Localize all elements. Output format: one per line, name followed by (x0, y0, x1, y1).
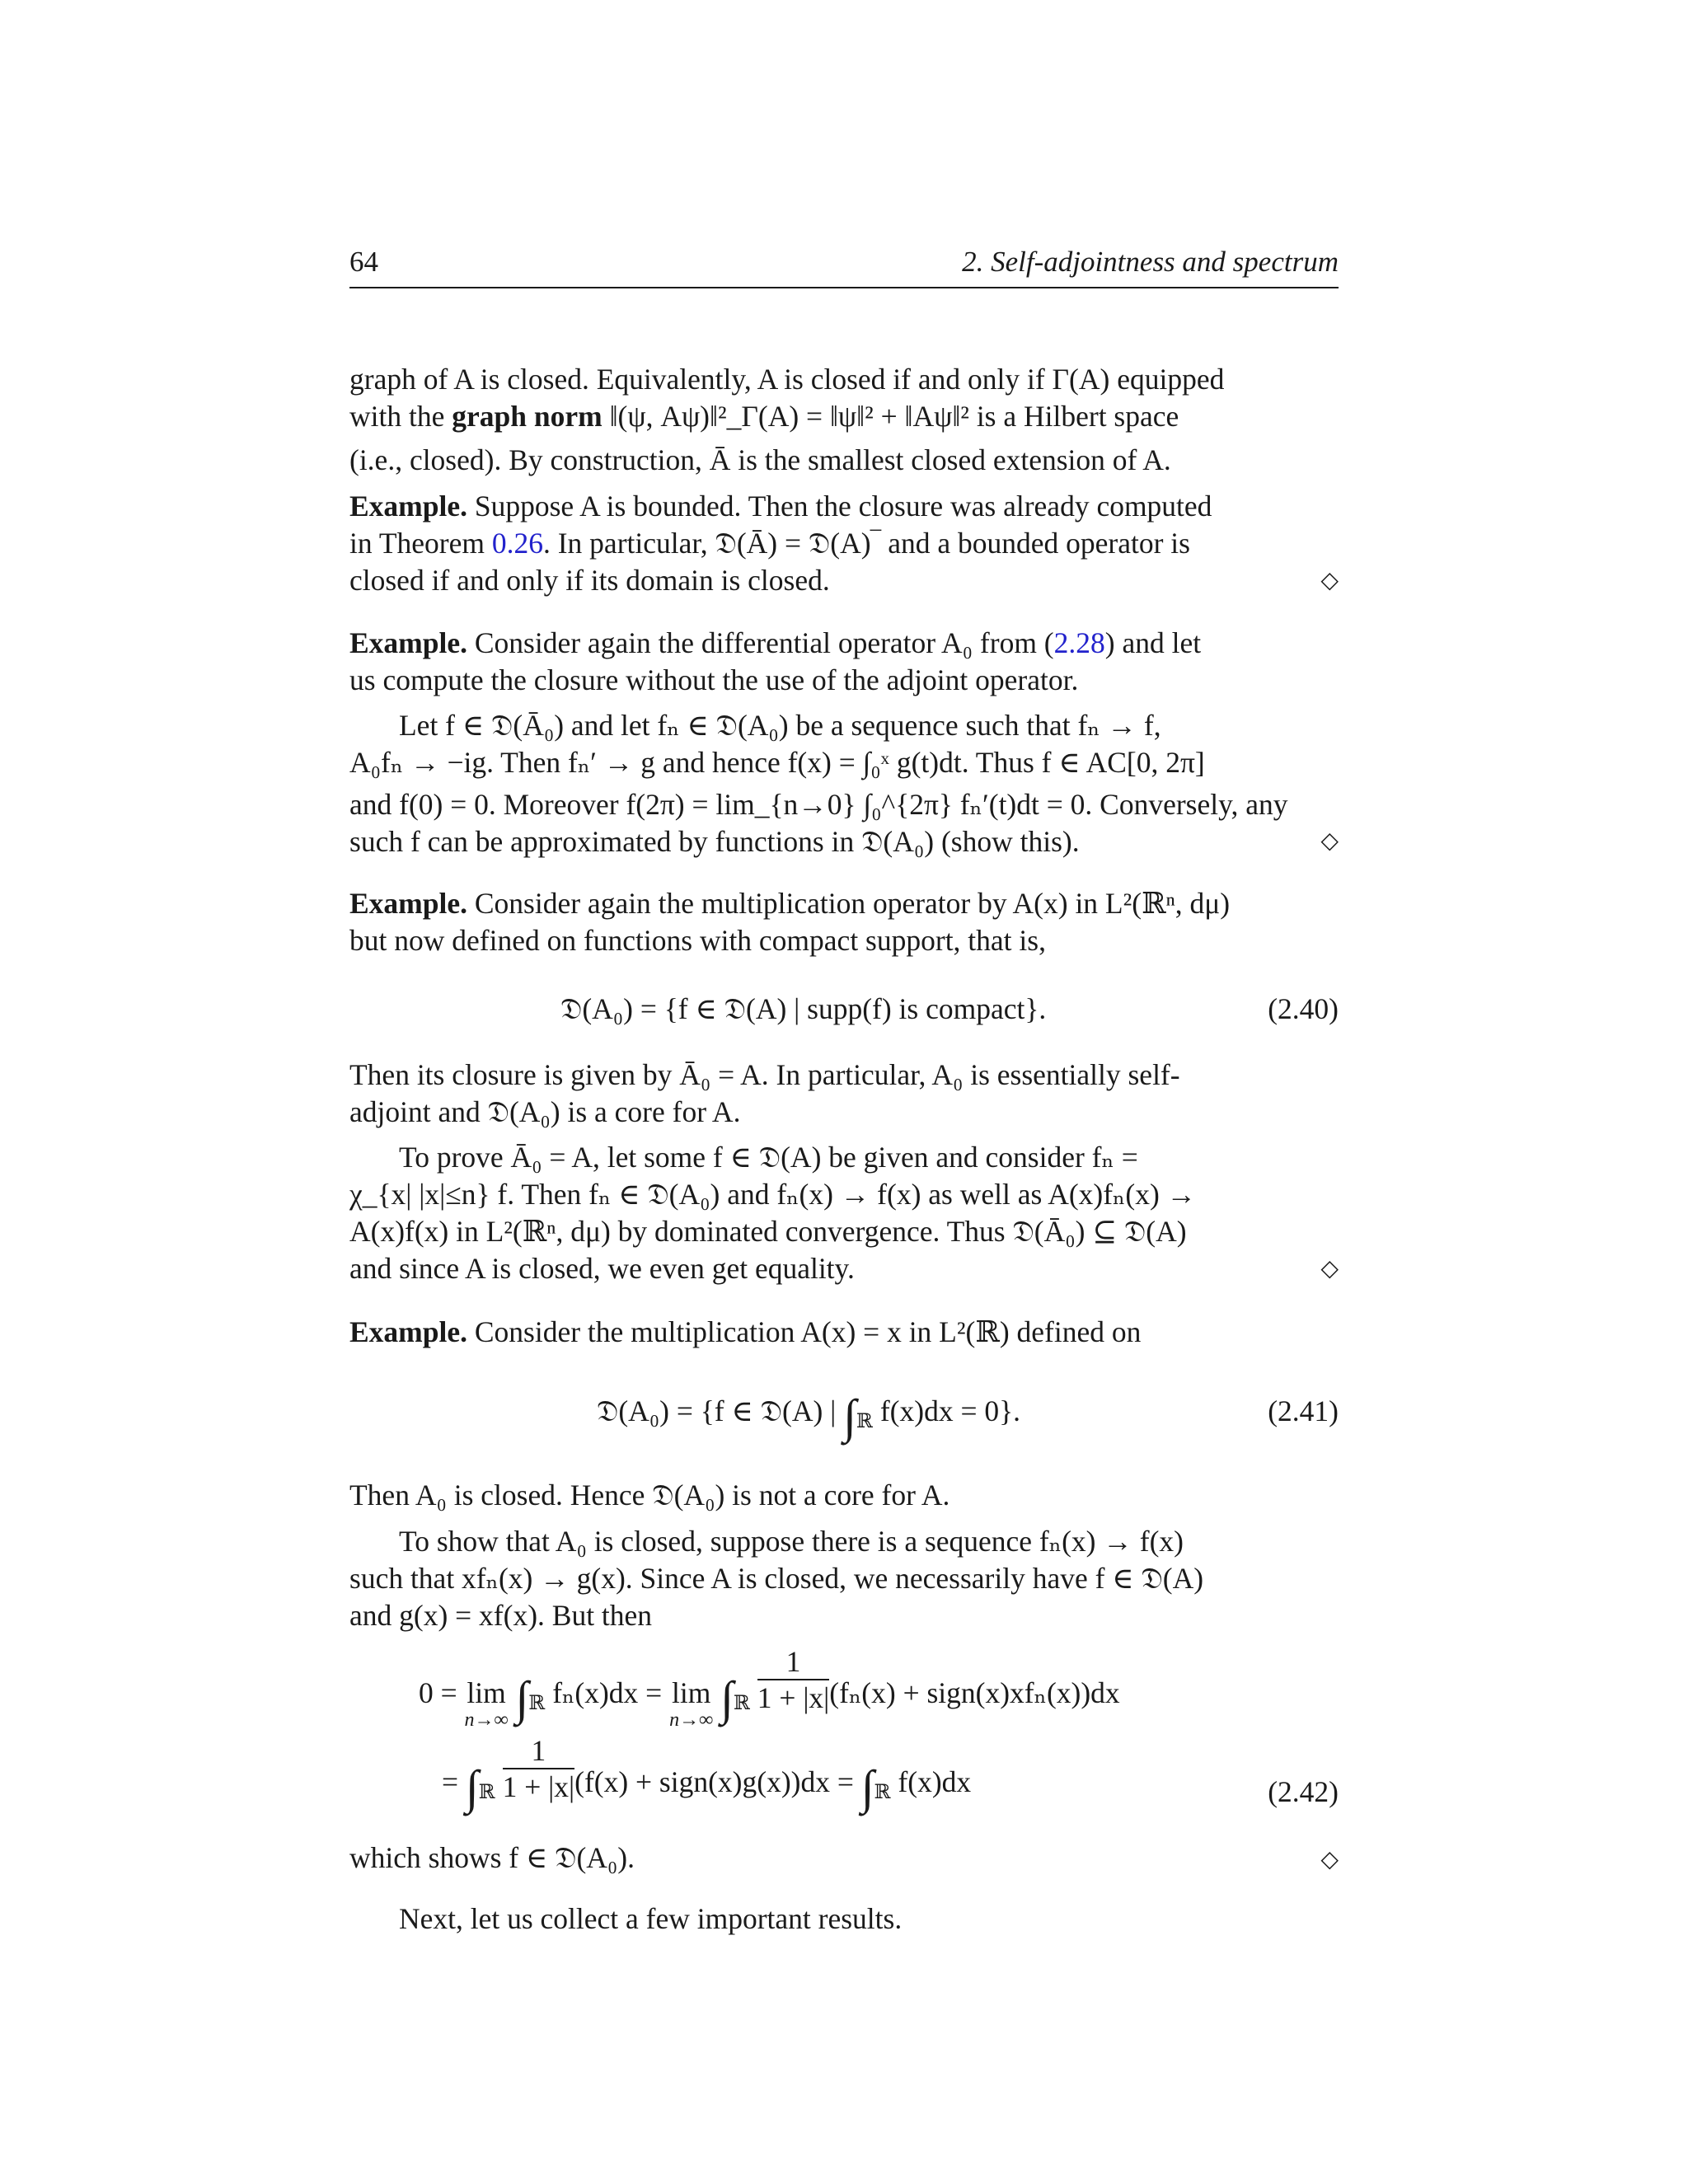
integral-sign: ∫ (843, 1390, 857, 1443)
page-number: 64 (349, 246, 378, 278)
bold-term: graph norm (452, 400, 603, 433)
paragraph-closure-proof (349, 707, 1339, 860)
text-line: (i.e., closed). By construction, Ā is the smallest closed extension of A. (349, 443, 1171, 476)
running-title: 2. Self-adjointness and spectrum (962, 246, 1339, 278)
equation-body: 𝔇(A₀) = {f ∈ 𝔇(A) | $\int_ℝ$ f(x)dx = 0}. (597, 1390, 1021, 1443)
integral-sign: ∫ (465, 1760, 479, 1814)
equation-body: 𝔇(A₀) = {f ∈ 𝔇(A) | supp(f) is compact}. (560, 992, 1047, 1025)
text-line: χ_{x| |x|≤n} f. Then fₙ ∈ 𝔇(A₀) and fₙ(x) → f(x) as well as A(x)fₙ(x) → (349, 1178, 1197, 1211)
text-line: and since A is closed, we even get equality. (349, 1252, 855, 1285)
text-line: such f can be approximated by functions in 𝔇(A₀) (show this). (349, 825, 1080, 858)
text-line: Example. Consider the multiplication A(x) = x in L²(ℝ) defined on (349, 1315, 1142, 1348)
integral-sign: ∫ (720, 1671, 734, 1725)
example-multiplication-x (349, 1314, 1339, 1351)
integral-sign: ∫ (515, 1671, 529, 1725)
equation-number: (2.40) (1268, 992, 1339, 1025)
text-line: A(x)f(x) in L²(ℝⁿ, dμ) by dominated convergence. Thus 𝔇(Ā₀) ⊆ 𝔇(A) (349, 1215, 1187, 1248)
text-line: Next, let us collect a few important results. (399, 1902, 903, 1935)
text-line: and f(0) = 0. Moreover f(2π) = lim_{n→0} ∫₀^{2π} fₙ′(t)dt = 0. Conversely, any (349, 788, 1288, 821)
paragraph-closure-result (349, 1057, 1339, 1131)
text-line: Then its closure is given by Ā₀ = A. In particular, A₀ is essentially self- (349, 1058, 1180, 1091)
text-line: which shows f ∈ 𝔇(A₀). (349, 1841, 635, 1874)
text-line: graph of A is closed. Equivalently, A is closed if and only if Γ(A) equipped (349, 363, 1225, 396)
end-of-example-icon: ◇ (1320, 828, 1339, 854)
equation-number: (2.42) (1268, 1775, 1339, 1808)
text-line: adjoint and 𝔇(A₀) is a core for A. (349, 1095, 741, 1128)
equation-body: 0 = lim n→∞ $\int_ℝ$ fₙ(x)dx = lim n→∞ $\int_ℝ$ $\frac{1}{1 + |x|}$ (fₙ(x) + sign(x)xfₙ(x))dx (419, 1644, 1120, 1731)
example-label: Example. (349, 626, 467, 659)
text-line: To prove Ā₀ = A, let some f ∈ 𝔇(A) be given and consider fₙ = (399, 1141, 1138, 1174)
text-line: us compute the closure without the use of the adjoint operator. (349, 663, 1079, 696)
end-of-example-icon: ◇ (1320, 1256, 1339, 1282)
paragraph-closing (349, 1900, 1339, 1938)
example-multiplication-compact (349, 885, 1339, 959)
text-line: but now defined on functions with compact support, that is, (349, 924, 1046, 957)
text-line: Example. Consider again the multiplication operator by A(x) in L²(ℝⁿ, dμ) (349, 887, 1231, 920)
end-of-example-icon: ◇ (1320, 1847, 1339, 1872)
example-label: Example. (349, 490, 467, 523)
text-line: such that xfₙ(x) → g(x). Since A is closed, we necessarily have f ∈ 𝔇(A) (349, 1562, 1204, 1595)
integral-sign: ∫ (860, 1760, 874, 1814)
theorem-link[interactable]: 0.26 (491, 527, 543, 560)
paragraph-closure-proof-2 (349, 1139, 1339, 1287)
text-line: Example. Consider again the differential operator A₀ from (2.28) and let (349, 626, 1202, 659)
limit-operator: lim n→∞ (669, 1676, 714, 1731)
end-of-example-icon: ◇ (1320, 568, 1339, 593)
text-line: Example. Suppose A is bounded. Then the closure was already computed (349, 490, 1212, 523)
page-header (349, 244, 1339, 288)
equation-link[interactable]: 2.28 (1053, 626, 1105, 659)
text-line: and g(x) = xf(x). But then (349, 1599, 653, 1632)
fraction: $\frac{1}{1 + |x|}$ (757, 1644, 830, 1714)
text-line: To show that A₀ is closed, suppose there is a sequence fₙ(x) → f(x) (399, 1525, 1184, 1558)
text-line: A₀fₙ → −ig. Then fₙ′ → g and hence f(x) = ∫₀ˣ g(t)dt. Thus f ∈ AC[0, 2π] (349, 746, 1205, 779)
equation-body: = $\int_ℝ$ $\frac{1}{1 + |x|}$ (f(x) + sign(x)g(x))dx = $\int_ℝ$ f(x)dx (442, 1733, 972, 1814)
paragraph-graph-norm (349, 361, 1339, 479)
paragraph-which-shows (349, 1840, 1339, 1877)
text-line: closed if and only if its domain is closed. (349, 564, 830, 597)
text-line: in Theorem 0.26. In particular, 𝔇(Ā) = 𝔇(A)‾ and a bounded operator is (349, 527, 1190, 560)
text-line: with the graph norm ‖(ψ, Aψ)‖²_Γ(A) = ‖ψ‖² + ‖Aψ‖² is a Hilbert space (349, 400, 1179, 433)
limit-operator: lim n→∞ (464, 1676, 509, 1731)
example-differential-operator (349, 625, 1339, 699)
equation-number: (2.41) (1268, 1394, 1339, 1427)
fraction: $\frac{1}{1 + |x|}$ (502, 1733, 575, 1803)
example-label: Example. (349, 1315, 467, 1348)
example-bounded (349, 488, 1339, 599)
text-line: Let f ∈ 𝔇(Ā₀) and let fₙ ∈ 𝔇(A₀) be a sequence such that fₙ → f, (399, 709, 1161, 742)
example-label: Example. (349, 887, 467, 920)
paragraph-closed-proof (349, 1523, 1339, 1634)
text-line: Then A₀ is closed. Hence 𝔇(A₀) is not a core for A. (349, 1479, 950, 1511)
paragraph-a0-closed (349, 1477, 1339, 1514)
